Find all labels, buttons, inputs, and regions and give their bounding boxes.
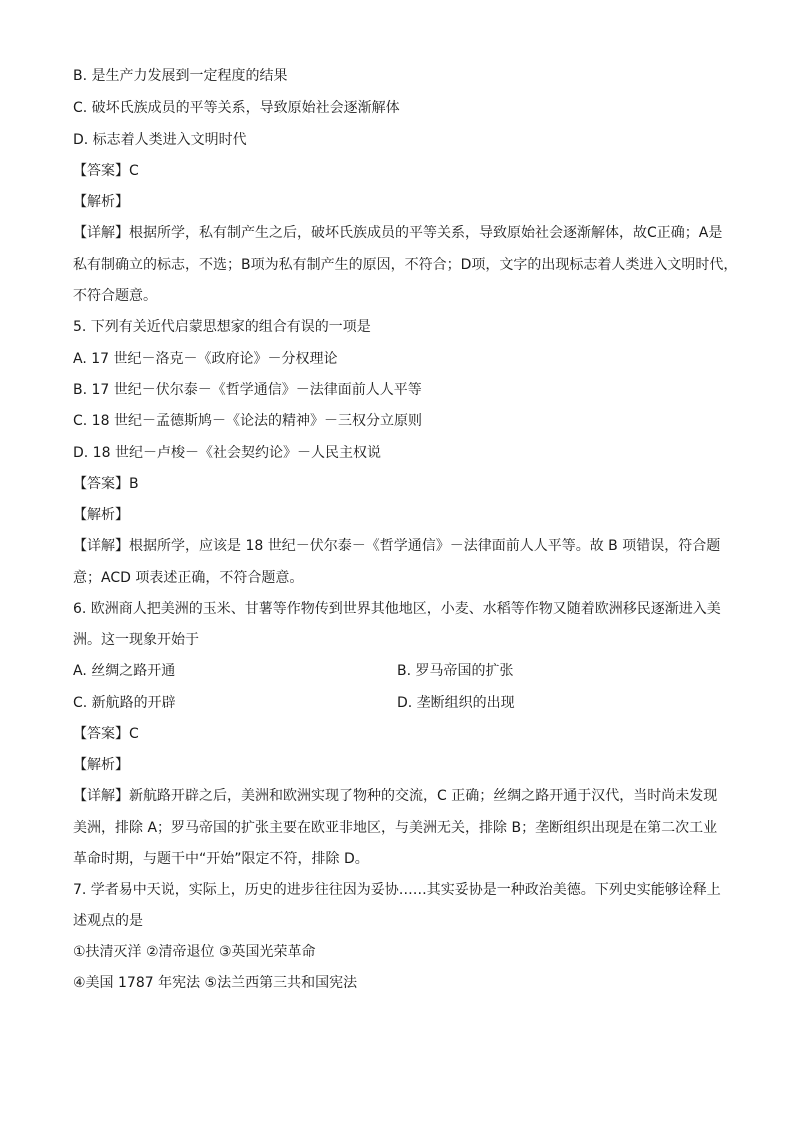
q6-option-b: B. 罗马帝国的扩张	[397, 663, 514, 679]
q4-analysis-label: 【解析】	[73, 194, 129, 210]
q4-option-b: B. 是生产力发展到一定程度的结果	[73, 68, 288, 84]
q5-analysis-label: 【解析】	[73, 507, 129, 523]
q7-stem-line-2: 述观点的是	[73, 913, 143, 929]
q6-stem-line-1: 6. 欧洲商人把美洲的玉米、甘薯等作物传到世界其他地区，小麦、水稻等作物又随着欧洲移民逐渐进入美	[73, 601, 721, 617]
q7-items-line-2: ④美国 1787 年宪法 ⑤法兰西第三共和国宪法	[73, 975, 358, 991]
q6-answer: 【答案】C	[73, 726, 139, 742]
q6-analysis-label: 【解析】	[73, 757, 129, 773]
q4-detail-line-2: 私有制确立的标志，不选；B项为私有制产生的原因，不符合；D项，文字的出现标志着人类进入文明时代，	[73, 257, 738, 273]
q4-answer: 【答案】C	[73, 163, 139, 179]
q5-detail-line-1: 【详解】根据所学，应该是 18 世纪－伏尔泰－《哲学通信》－法律面前人人平等。故 B 项错误，符合题	[73, 538, 721, 554]
q5-stem: 5. 下列有关近代启蒙思想家的组合有误的一项是	[73, 319, 371, 335]
q5-option-d: D. 18 世纪－卢梭－《社会契约论》－人民主权说	[73, 445, 381, 461]
q5-option-a: A. 17 世纪－洛克－《政府论》－分权理论	[73, 351, 338, 367]
q5-detail-line-2: 意；ACD 项表述正确，不符合题意。	[73, 570, 304, 586]
q6-detail-line-1: 【详解】新航路开辟之后，美洲和欧洲实现了物种的交流，C 正确；丝绸之路开通于汉代，当时尚未发现	[73, 788, 718, 804]
q4-option-c: C. 破坏氏族成员的平等关系，导致原始社会逐渐解体	[73, 100, 400, 116]
q6-option-c: C. 新航路的开辟	[73, 695, 176, 711]
q4-detail-line-1: 【详解】根据所学，私有制产生之后，破坏氏族成员的平等关系，导致原始社会逐渐解体，故C正确；A是	[73, 225, 723, 241]
q6-option-a: A. 丝绸之路开通	[73, 663, 176, 679]
q4-detail-line-3: 不符合题意。	[73, 288, 157, 304]
q6-detail-line-3: 革命时期，与题干中“开始”限定不符，排除 D。	[73, 851, 369, 867]
q7-stem-line-1: 7. 学者易中天说，实际上，历史的进步往往因为妥协……其实妥协是一种政治美德。下列史实能够诠释上	[73, 882, 721, 898]
q5-option-c: C. 18 世纪－孟德斯鸠－《论法的精神》－三权分立原则	[73, 413, 422, 429]
q4-option-d: D. 标志着人类进入文明时代	[73, 132, 247, 148]
q6-detail-line-2: 美洲，排除 A；罗马帝国的扩张主要在欧亚非地区，与美洲无关，排除 B；垄断组织出现是在第二次工业	[73, 820, 718, 836]
q5-answer: 【答案】B	[73, 476, 139, 492]
q5-option-b: B. 17 世纪－伏尔泰－《哲学通信》－法律面前人人平等	[73, 382, 422, 398]
q6-option-d: D. 垄断组织的出现	[397, 695, 515, 711]
q7-items-line-1: ①扶清灭洋 ②清帝退位 ③英国光荣革命	[73, 944, 316, 960]
q6-stem-line-2: 洲。这一现象开始于	[73, 632, 199, 648]
